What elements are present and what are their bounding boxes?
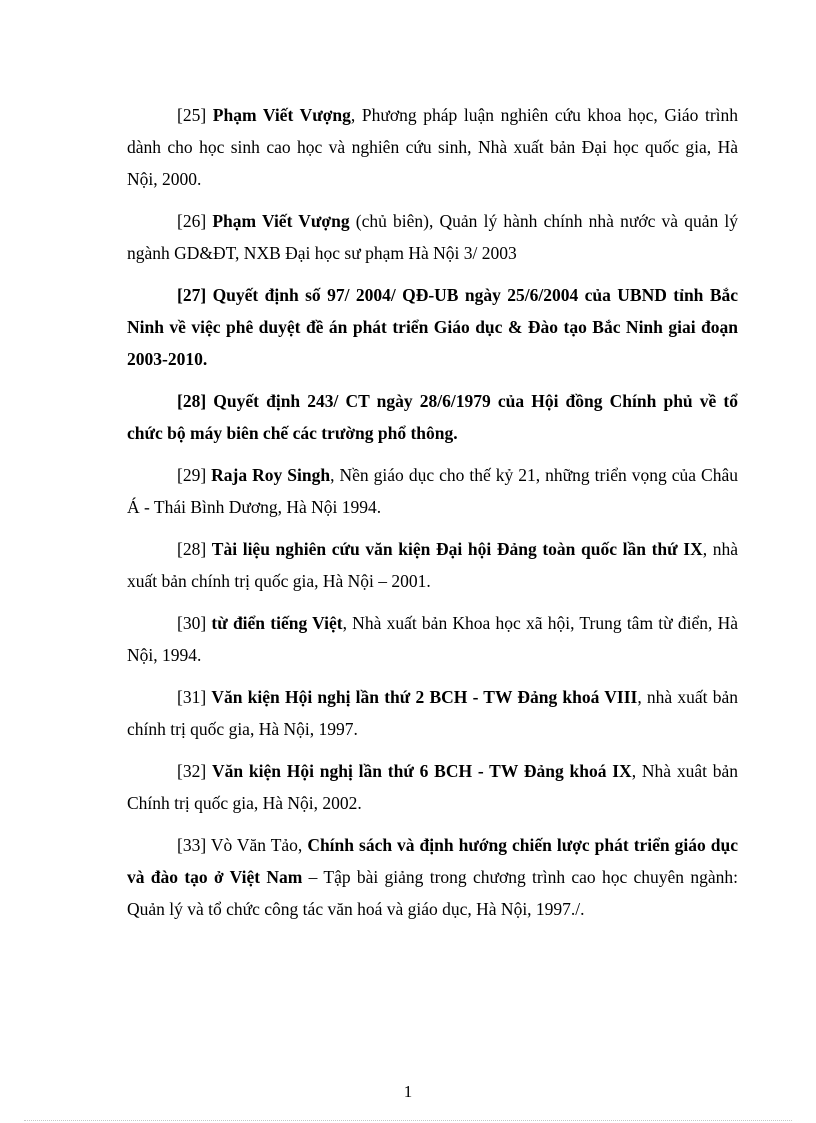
reference-number: [29]: [177, 465, 207, 485]
reference-number: [28]: [177, 539, 207, 559]
reference-details: , Nhà xuất bản Khoa học xã hội, Trung tâm từ điển, Hà Nội, 1994.: [127, 613, 738, 665]
reference-item: [127, 385, 738, 449]
reference-item: [127, 459, 738, 523]
reference-title: Văn kiện Hội nghị lần thứ 6 BCH - TW Đảng khoá IX: [211, 761, 632, 781]
reference-author: Phạm Viết Vượng: [212, 211, 350, 231]
reference-number: [28]: [177, 391, 207, 411]
reference-details: , Nhà xuât bản Chính trị quốc gia, Hà Nội, 2002.: [127, 761, 739, 813]
reference-title: Quyết định 243/ CT ngày 28/6/1979 của Hội đồng Chính phủ về tổ chức bộ máy biên chế các trường phổ thông.: [127, 391, 738, 443]
page-number: 1: [403, 1082, 413, 1101]
reference-details: , nhà xuất bản chính trị quốc gia, Hà Nội – 2001.: [127, 539, 739, 591]
reference-details: , nhà xuất bản chính trị quốc gia, Hà Nội, 1997.: [127, 687, 738, 739]
reference-author: Vò Văn Tảo,: [206, 835, 308, 855]
reference-item: [127, 829, 738, 925]
reference-item: [127, 279, 738, 375]
reference-details: – Tập bài giảng trong chương trình cao học chuyên ngành: Quản lý và tổ chức công tác văn hoá và giáo dục, Hà Nội, 1997./.: [127, 867, 738, 919]
reference-title: từ điển tiếng Việt: [211, 613, 343, 633]
page-bottom-divider: [24, 1120, 792, 1121]
reference-item: [127, 681, 738, 745]
reference-number: [25]: [177, 105, 207, 125]
reference-number: [26]: [177, 211, 207, 231]
reference-item: [127, 755, 738, 819]
reference-number: [27]: [177, 285, 207, 305]
reference-details: (chủ biên), Quản lý hành chính nhà nước và quản lý ngành GD&ĐT, NXB Đại học sư phạm Hà Nội 3/ 2003: [127, 211, 739, 263]
reference-title: Quyết định số 97/ 2004/ QĐ-UB ngày 25/6/2004 của UBND tỉnh Bắc Ninh về việc phê duyệt đề án phát triển Giáo dục & Đào tạo Bắc Ninh giai đoạn 2003-2010.: [127, 285, 739, 369]
reference-author: Raja Roy Singh: [211, 465, 331, 485]
reference-author: Phạm Viết Vượng: [212, 105, 351, 125]
reference-title: Tài liệu nghiên cứu văn kiện Đại hội Đảng toàn quốc lần thứ IX: [211, 539, 703, 559]
reference-title: Chính sách và định hướng chiến lược phát triển giáo dục và đào tạo ở Việt Nam: [127, 835, 738, 887]
reference-item: [127, 205, 738, 269]
reference-number: [32]: [177, 761, 207, 781]
reference-number: [31]: [177, 687, 207, 707]
reference-details: , Phương pháp luận nghiên cứu khoa học, Giáo trình dành cho học sinh cao học và nghiên cứu sinh, Nhà xuất bản Đại học quốc gia, Hà Nội, 2000.: [127, 105, 739, 189]
reference-item: [127, 99, 738, 195]
reference-number: [33]: [177, 835, 207, 855]
reference-number: [30]: [177, 613, 207, 633]
reference-details: , Nền giáo dục cho thế kỷ 21, những triển vọng của Châu Á - Thái Bình Dương, Hà Nội 1994.: [127, 465, 739, 517]
reference-list: [127, 99, 738, 935]
reference-item: [127, 533, 738, 597]
reference-item: [127, 607, 738, 671]
reference-title: Văn kiện Hội nghị lần thứ 2 BCH - TW Đảng khoá VIII: [211, 687, 638, 707]
